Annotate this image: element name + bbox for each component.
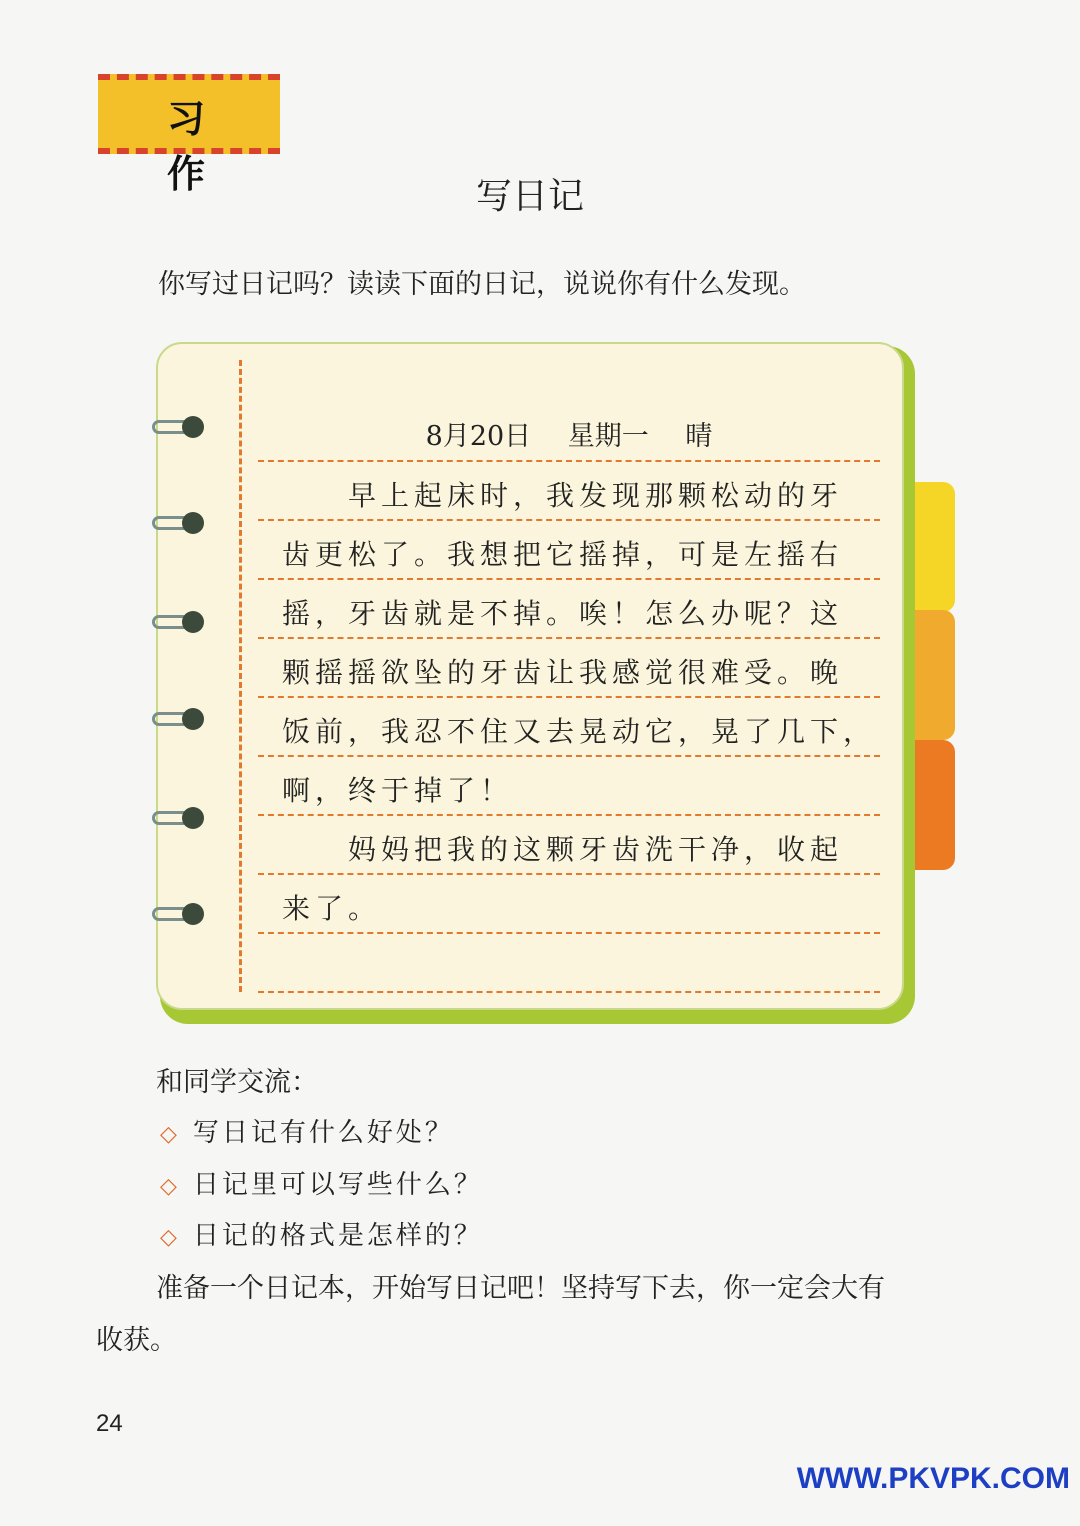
ruled-line xyxy=(258,578,880,580)
ruled-line xyxy=(258,696,880,698)
diary-line: 摇，牙齿就是不掉。唉！怎么办呢？这 xyxy=(282,597,844,630)
section-tag xyxy=(98,74,280,196)
ruled-line xyxy=(258,637,880,639)
question-text: 日记里可以写些什么？ xyxy=(192,1170,483,1200)
discuss-title: 和同学交流： xyxy=(156,1067,318,1098)
closing-text-line2: 收获。 xyxy=(96,1325,177,1356)
spiral-ring-icon xyxy=(152,416,204,440)
section-tag-label: 习 作 xyxy=(166,96,235,196)
spiral-ring-icon xyxy=(152,708,204,732)
diamond-bullet-icon: ◇ xyxy=(160,1174,177,1199)
question-text: 日记的格式是怎样的？ xyxy=(192,1221,483,1251)
watermark: WWW.PKVPK.COM xyxy=(796,1462,1070,1495)
diary-line: 饭前，我忍不住又去晃动它，晃了几下， xyxy=(282,715,877,748)
question-text: 写日记有什么好处？ xyxy=(192,1118,454,1148)
diary-line: 啊，终于掉了！ xyxy=(282,774,514,807)
spiral-ring-icon xyxy=(152,512,204,536)
notebook-margin-line xyxy=(239,360,242,992)
spiral-ring-icon xyxy=(152,903,204,927)
question-item xyxy=(160,1164,483,1201)
diary-line: 齿更松了。我想把它摇掉，可是左摇右 xyxy=(282,538,844,571)
ruled-line xyxy=(258,814,880,816)
ruled-line xyxy=(258,873,880,875)
diamond-bullet-icon: ◇ xyxy=(160,1122,177,1147)
diary-date: 8月20日 星期一 晴 xyxy=(425,421,713,452)
closing-text-line1: 准备一个日记本，开始写日记吧！坚持写下去，你一定会大有 xyxy=(156,1273,885,1304)
ruled-line xyxy=(258,460,880,462)
ruled-line xyxy=(258,991,880,993)
spiral-ring-icon xyxy=(152,611,204,635)
diary-line: 早上起床时，我发现那颗松动的牙 xyxy=(348,479,844,512)
ruled-line xyxy=(258,519,880,521)
question-item xyxy=(160,1215,483,1252)
diary-line: 颗摇摇欲坠的牙齿让我感觉很难受。晚 xyxy=(282,656,844,689)
spiral-ring-icon xyxy=(152,807,204,831)
diamond-bullet-icon: ◇ xyxy=(160,1225,177,1250)
lesson-title: 写日记 xyxy=(475,176,584,217)
diary-line: 来了。 xyxy=(282,892,382,925)
ruled-line xyxy=(258,932,880,934)
ruled-line xyxy=(258,755,880,757)
question-item xyxy=(160,1112,454,1149)
page-number: 24 xyxy=(96,1410,123,1437)
intro-text: 你写过日记吗？读读下面的日记，说说你有什么发现。 xyxy=(158,269,806,300)
diary-line: 妈妈把我的这颗牙齿洗干净，收起 xyxy=(348,833,844,866)
